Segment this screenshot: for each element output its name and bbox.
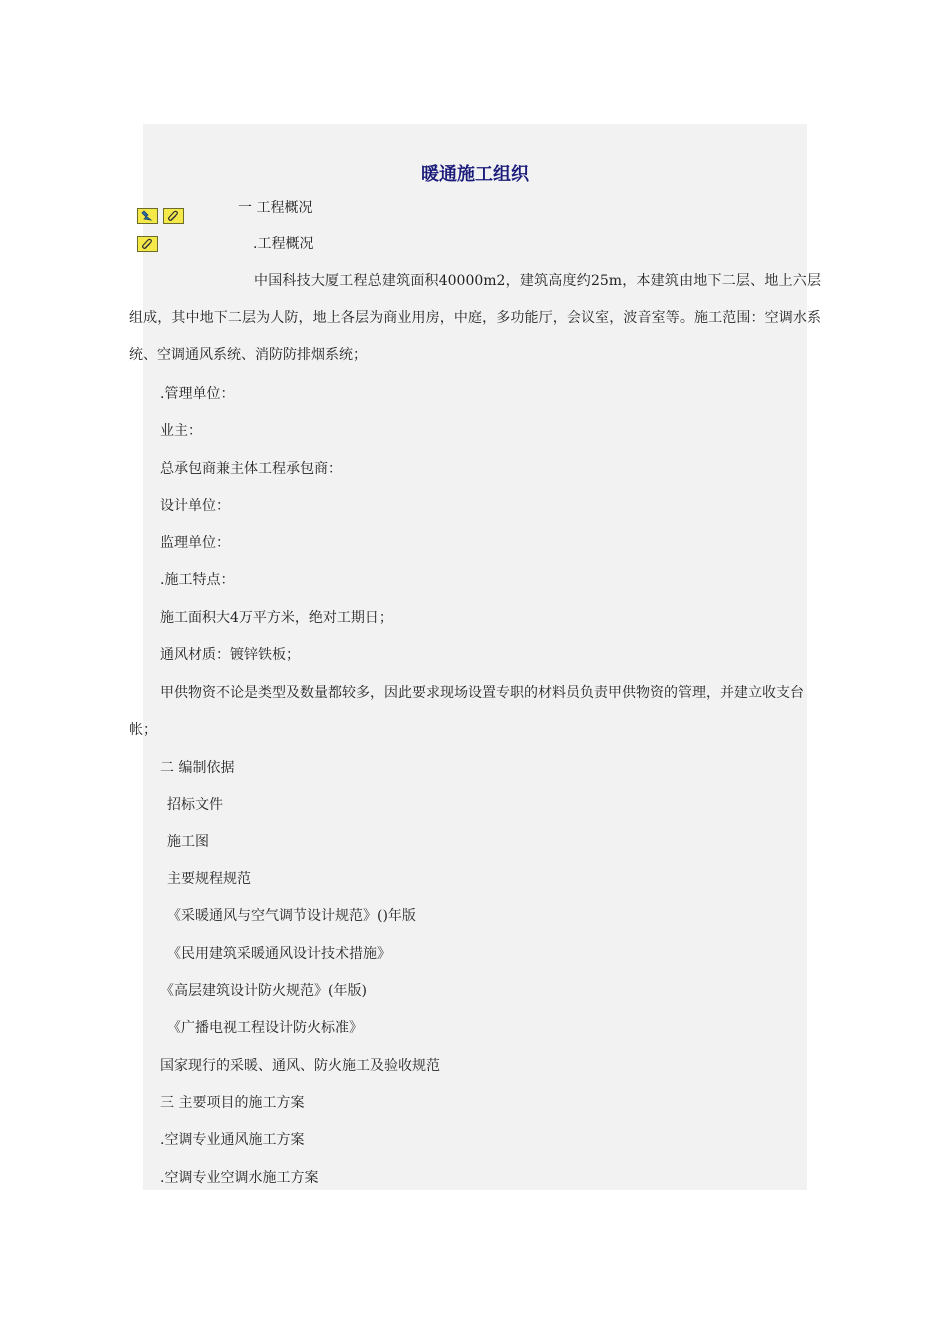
basis-item: 《民用建筑采暖通风设计技术措施》 [167,946,391,962]
basis-item: 《采暖通风与空气调节设计规范》()年版 [167,908,416,924]
basis-item: 施工图 [167,834,209,850]
feature-area-line: 施工面积大4万平方米，绝对工期日； [160,610,393,626]
design-unit-line: 设计单位： [160,498,230,514]
features-heading: .施工特点： [160,572,235,588]
section-heading-overview: 一 工程概况 [238,200,313,216]
basis-item: 主要规程规范 [167,871,251,887]
section-heading-basis: 二 编制依据 [160,760,235,776]
plan-item: .空调专业空调水施工方案 [160,1170,319,1186]
management-heading: .管理单位： [160,386,235,402]
feature-supply-line-cont: 帐； [129,722,157,738]
section-heading-plans: 三 主要项目的施工方案 [160,1095,305,1111]
basis-item: 招标文件 [167,797,223,813]
feature-supply-line: 甲供物资不论是类型及数量都较多，因此要求现场设置专职的材料员负责甲供物资的管理，并建立收支台 [160,685,804,701]
basis-item: 《高层建筑设计防火规范》(年版) [160,983,367,999]
general-contractor-line: 总承包商兼主体工程承包商： [160,461,342,477]
paperclip-icon[interactable] [163,208,184,224]
arrow-icon[interactable] [137,208,158,224]
subheading-overview: .工程概况 [253,236,314,252]
owner-line: 业主： [160,423,202,439]
paperclip-icon[interactable] [137,236,158,252]
feature-material-line: 通风材质：镀锌铁板； [160,647,300,663]
document-title: 暖通施工组织 [421,164,529,185]
intro-paragraph: 中国科技大厦工程总建筑面积40000m2，建筑高度约25m，本建筑由地下二层、地上六层组成，其中地下二层为人防，地上各层为商业用房，中庭，多功能厅，会议室，波音室等。施工范围：空调水系统、空调通风系统、消防防排烟系统； [129,273,821,363]
basis-item: 《广播电视工程设计防火标准》 [167,1020,363,1036]
plan-item: .空调专业通风施工方案 [160,1132,305,1148]
basis-item: 国家现行的采暖、通风、防火施工及验收规范 [160,1058,440,1074]
supervision-unit-line: 监理单位： [160,535,230,551]
